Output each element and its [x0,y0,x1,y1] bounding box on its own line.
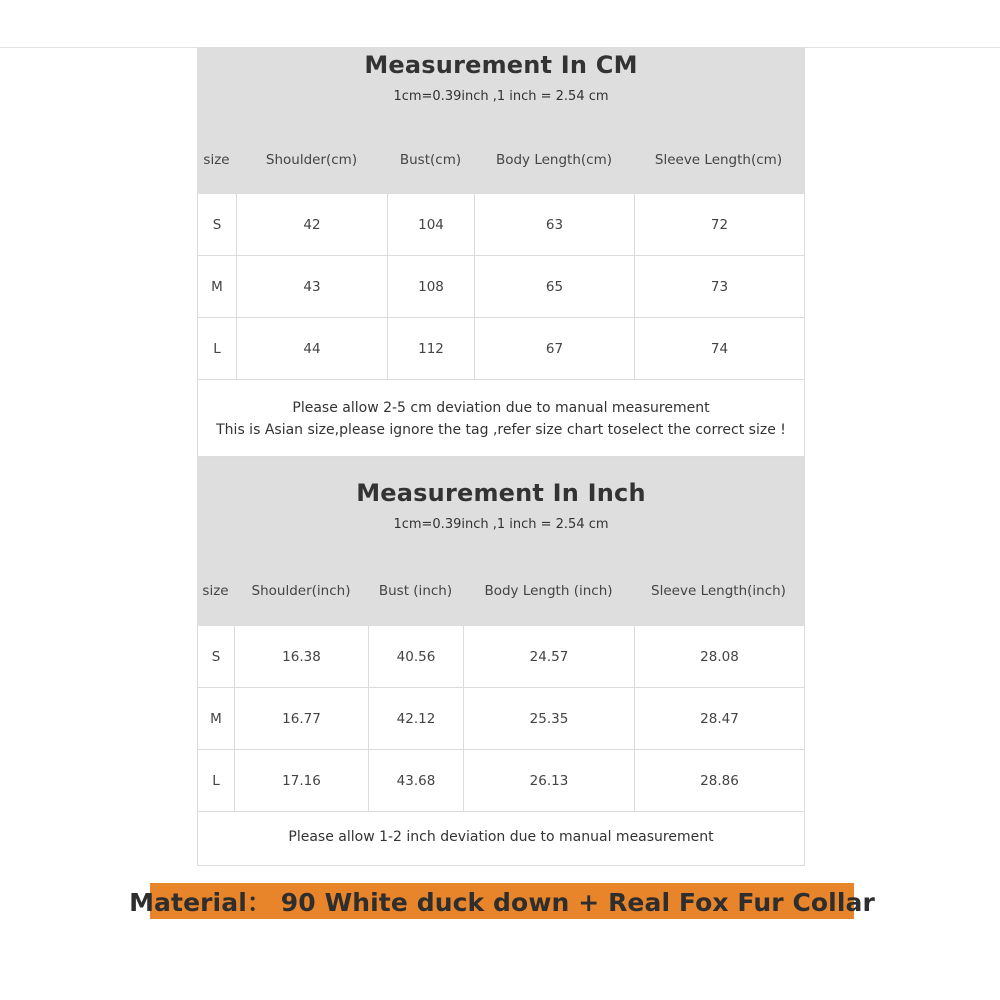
cm-header [197,47,805,194]
inch-header [197,457,805,626]
table-row [198,750,804,812]
material-banner: Material： 90 White duck down + Real Fox Fur Collar [150,883,854,919]
cell-bust: 104 [388,194,475,255]
cell-size: L [198,750,235,811]
col-header-shoulder: Shoulder(inch) [251,583,351,599]
inch-conversion-note: 1cm=0.39inch ,1 inch = 2.54 cm [393,517,609,532]
cell-sleeve-length: 28.86 [700,772,739,789]
col-header-size: size [203,152,230,168]
col-header-shoulder: Shoulder(cm) [265,152,358,168]
cell-shoulder: 16.38 [235,626,369,687]
cm-table-body [197,194,805,380]
cell-bust: 112 [388,318,475,379]
cell-shoulder: 16.77 [235,688,369,749]
cell-body-length: 24.57 [464,626,635,687]
table-row [198,318,804,380]
cell-sleeve-length: 74 [710,340,729,357]
cell-shoulder: 42 [237,194,388,255]
cell-body-length: 67 [475,318,635,379]
cell-bust: 42.12 [369,688,464,749]
cell-size: M [198,688,235,749]
cell-shoulder: 17.16 [235,750,369,811]
cell-body-length: 25.35 [464,688,635,749]
cm-deviation-note [197,380,805,457]
table-row [198,688,804,750]
table-row [198,256,804,318]
col-header-body-length: Body Length(cm) [495,152,613,168]
cell-sleeve-length: 72 [710,216,729,233]
cell-shoulder: 43 [237,256,388,317]
cell-size: L [198,318,237,379]
cm-title: Measurement In CM [364,51,638,79]
cell-sleeve-length: 28.47 [700,710,739,727]
cell-sleeve-length: 28.08 [700,648,739,665]
col-header-bust: Bust (inch) [378,583,453,599]
size-chart-cm [197,47,805,457]
cell-bust: 43.68 [369,750,464,811]
cell-body-length: 65 [475,256,635,317]
cell-sleeve-length: 73 [710,278,729,295]
cell-body-length: 26.13 [464,750,635,811]
inch-column-headers [197,557,805,625]
cell-size: M [198,256,237,317]
col-header-sleeve-length: Sleeve Length(cm) [654,152,783,168]
inch-title: Measurement In Inch [356,479,646,507]
table-row [198,194,804,256]
inch-deviation-note [197,812,805,866]
deviation-note-line: Please allow 2-5 cm deviation due to manual measurement [292,400,710,416]
cell-shoulder: 44 [237,318,388,379]
cell-bust: 108 [388,256,475,317]
size-chart-inch [197,457,805,866]
col-header-body-length: Body Length (inch) [484,583,613,599]
col-header-size: size [202,583,229,599]
asian-size-note-line: This is Asian size,please ignore the tag ,refer size chart toselect the correct size ! [216,422,786,438]
cm-conversion-note: 1cm=0.39inch ,1 inch = 2.54 cm [393,89,609,104]
deviation-note-line: Please allow 1-2 inch deviation due to manual measurement [288,829,714,845]
cell-body-length: 63 [475,194,635,255]
cell-size: S [198,194,237,255]
col-header-sleeve-length: Sleeve Length(inch) [651,583,786,599]
table-row [198,626,804,688]
inch-table-body [197,626,805,812]
cell-size: S [198,626,235,687]
col-header-bust: Bust(cm) [399,152,462,168]
cm-column-headers [197,127,805,193]
cell-bust: 40.56 [369,626,464,687]
